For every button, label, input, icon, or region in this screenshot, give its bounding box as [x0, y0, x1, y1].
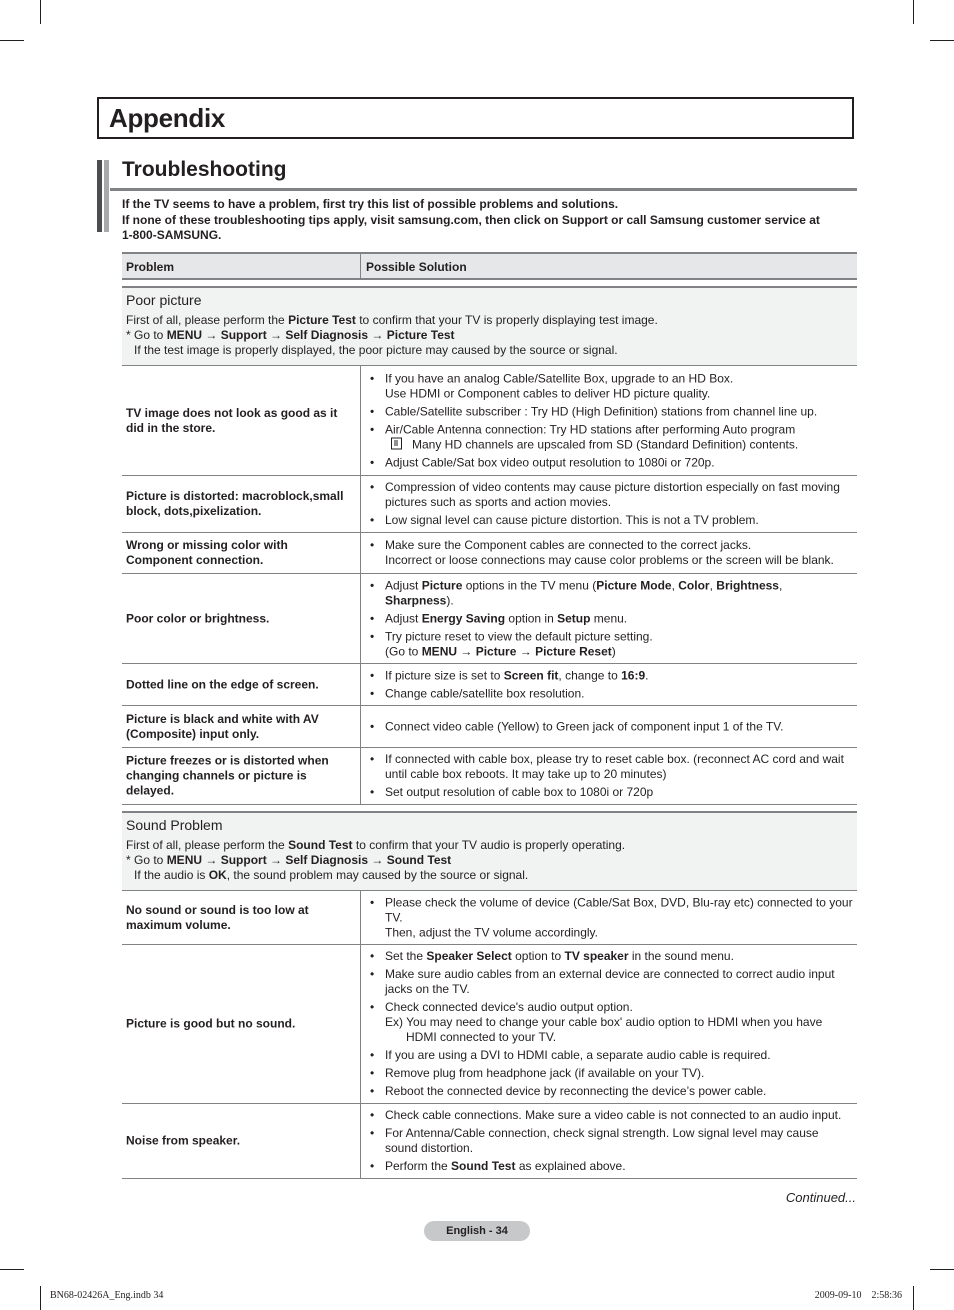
solution-bullet: • Set output resolution of cable box to 1080i or 720p	[374, 785, 854, 800]
column-header-problem: Problem	[126, 260, 175, 274]
note-line	[385, 437, 854, 452]
text: Perform the	[385, 1159, 452, 1173]
problem-cell: No sound or sound is too low at maximum volume.	[126, 902, 309, 932]
text: , change to	[558, 668, 622, 682]
crop-mark	[0, 1269, 24, 1270]
table-row	[122, 1104, 857, 1179]
section-intro	[122, 197, 852, 244]
text: Use HDMI or Component cables to deliver HD picture quality.	[385, 386, 711, 400]
crop-mark	[40, 1286, 41, 1310]
text: as explained above.	[515, 1159, 626, 1173]
section-rule	[110, 188, 857, 191]
text: Self Diagnosis	[285, 328, 369, 342]
solution-cell	[374, 668, 854, 701]
table-row	[122, 574, 857, 664]
problem-cell: Picture is good but no sound.	[126, 1016, 296, 1031]
solution-bullet: • Adjust Picture options in the TV menu (Picture Mode, Color, Brightness, Sharpness).	[374, 578, 854, 608]
crop-mark	[0, 40, 24, 41]
solution-bullet: • Change cable/satellite box resolution.	[374, 686, 854, 701]
text: Picture Reset	[535, 644, 612, 658]
print-file-label: BN68-02426A_Eng.indb 34	[50, 1290, 164, 1301]
category-line: * Go to MENU → Support → Self Diagnosis → Sound Test	[126, 853, 452, 867]
text: Incorrect or loose connections may cause color problems or the screen will be blank.	[385, 553, 834, 567]
column-divider	[360, 664, 361, 706]
text: HDMI connected to your TV.	[406, 1030, 557, 1044]
crop-mark	[913, 0, 914, 24]
solution-bullet: • Adjust Cable/Sat box video output resolution to 1080i or 720p.	[374, 455, 854, 470]
intro-line: If none of these troubleshooting tips apply, visit samsung.com, then click on Support or call Samsung customer service at	[122, 212, 820, 227]
solution-bullet: • Cable/Satellite subscriber : Try HD (High Definition) stations from channel line up.	[374, 404, 854, 419]
category-line: * Go to MENU → Support → Self Diagnosis → Picture Test	[126, 328, 455, 342]
crop-mark	[40, 0, 41, 24]
column-divider	[360, 945, 361, 1104]
solution-bullet	[374, 895, 854, 940]
text: Sound Test	[451, 1159, 516, 1173]
text: OK	[208, 868, 227, 882]
crop-mark	[930, 1269, 954, 1270]
category-title: Poor picture	[126, 292, 202, 308]
problem-cell: TV image does not look as good as it did in the store.	[126, 405, 338, 435]
appendix-header	[97, 97, 854, 139]
text: If picture size is set to	[385, 668, 504, 682]
table-row	[122, 891, 857, 945]
solution-cell	[374, 1108, 854, 1174]
column-divider	[360, 748, 361, 805]
solution-bullet: • Reboot the connected device by reconnecting the device’s power cable.	[374, 1084, 854, 1099]
column-divider	[360, 891, 361, 945]
column-divider	[360, 1104, 361, 1179]
text: Sound Test	[386, 853, 452, 867]
text: Picture	[475, 644, 517, 658]
solution-bullet	[374, 371, 854, 401]
solution-bullet	[374, 422, 854, 452]
solution-cell	[374, 949, 854, 1099]
column-divider	[360, 533, 361, 574]
text: Air/Cable Antenna connection: Try HD stations after performing Auto program	[385, 422, 796, 436]
table-row	[122, 476, 857, 533]
text: to confirm that your TV audio is properly operating.	[352, 838, 626, 852]
text: 16:9	[621, 668, 646, 682]
text: (Go to	[385, 644, 422, 658]
solution-bullet: • Remove plug from headphone jack (if available on your TV).	[374, 1066, 854, 1081]
text: Support	[220, 853, 267, 867]
text: TV speaker	[564, 949, 629, 963]
text: Screen fit	[503, 668, 559, 682]
problem-cell: Noise from speaker.	[126, 1133, 241, 1148]
text: Picture Test	[386, 328, 455, 342]
table-row	[122, 748, 857, 805]
category-title: Sound Problem	[126, 817, 223, 833]
solution-bullet	[374, 538, 854, 568]
solution-cell	[374, 538, 854, 568]
text: (Go to MENU → Picture → Picture Reset)	[385, 644, 616, 658]
category-poor-picture	[122, 286, 857, 366]
solution-bullet: • Make sure audio cables from an external device are connected to correct audio input jacks on the TV.	[374, 967, 854, 997]
column-divider	[360, 706, 361, 748]
text: MENU	[166, 853, 203, 867]
category-line	[126, 313, 853, 328]
section-marker	[97, 160, 102, 232]
text: Speaker Select	[426, 949, 512, 963]
category-line	[126, 838, 853, 853]
text: Sound Test	[288, 838, 353, 852]
text: Try picture reset to view the default picture setting.	[385, 629, 653, 643]
text: First of all, please perform the	[126, 838, 289, 852]
solution-bullet: • For Antenna/Cable connection, check signal strength. Low signal level may cause sound distortion.	[374, 1126, 854, 1156]
solution-bullet	[374, 611, 854, 626]
page-number: English - 34	[424, 1221, 530, 1241]
text: Support	[220, 328, 267, 342]
text: to confirm that your TV is properly displaying test image.	[355, 313, 658, 327]
text: Color	[678, 578, 710, 592]
solution-bullet	[374, 949, 854, 964]
solution-bullet	[374, 629, 854, 659]
problem-cell: Picture freezes or is distorted when changing channels or picture is delayed.	[126, 753, 329, 798]
problem-cell: Poor color or brightness.	[126, 611, 270, 625]
text: MENU	[166, 328, 203, 342]
text: option in	[505, 611, 558, 625]
text: Brightness	[716, 578, 779, 592]
table-row	[122, 706, 857, 748]
solution-cell	[374, 719, 854, 734]
solution-bullet: • Low signal level can cause picture distortion. This is not a TV problem.	[374, 513, 854, 528]
text: If you have an analog Cable/Satellite Box, upgrade to an HD Box.	[385, 371, 734, 385]
text: Picture Test	[288, 313, 356, 327]
text: Adjust	[385, 611, 422, 625]
text: MENU	[421, 644, 458, 658]
text: options in the TV menu (	[462, 578, 597, 592]
crop-mark	[913, 1286, 914, 1310]
text: If the audio is	[134, 868, 209, 882]
problem-cell: Wrong or missing color with Component connection.	[126, 538, 288, 567]
solution-cell	[374, 752, 854, 800]
problem-cell: Dotted line on the edge of screen.	[126, 677, 319, 691]
text: First of all, please perform the	[126, 313, 289, 327]
column-divider	[360, 476, 361, 533]
text: Setup	[557, 611, 591, 625]
solution-bullet: • Connect video cable (Yellow) to Green jack of component input 1 of the TV.	[374, 719, 854, 734]
solution-bullet: • Check cable connections. Make sure a video cable is not connected to an audio input.	[374, 1108, 854, 1123]
text: menu.	[590, 611, 628, 625]
category-line	[126, 868, 853, 883]
text: , the sound problem may caused by the source or signal.	[226, 868, 529, 882]
column-divider	[360, 366, 361, 476]
solution-cell	[374, 480, 854, 528]
table-row	[122, 366, 857, 476]
section-marker	[104, 160, 109, 232]
column-divider	[360, 574, 361, 664]
solution-cell	[374, 578, 854, 659]
table-row	[122, 533, 857, 574]
column-divider	[360, 254, 361, 278]
text: Ex) You may need to change your cable box' audio option to HDMI when you have	[385, 1015, 823, 1029]
solution-bullet: • If picture size is set to Screen fit, change to 16:9.	[374, 668, 854, 683]
crop-mark	[930, 40, 954, 41]
intro-line: 1-800-SAMSUNG.	[122, 228, 222, 242]
text: Picture	[421, 578, 463, 592]
category-sound-problem	[122, 811, 857, 891]
continued-note: Continued...	[785, 1190, 856, 1205]
section-title: Troubleshooting	[122, 158, 287, 181]
solution-cell	[374, 371, 854, 470]
text: * Go to	[126, 853, 167, 867]
solution-bullet	[374, 1159, 854, 1174]
text: * Go to	[126, 328, 167, 342]
category-line: If the test image is properly displayed, the poor picture may caused by the source or signal.	[134, 343, 618, 357]
text: Energy Saving	[421, 611, 506, 625]
text: Then, adjust the TV volume accordingly.	[385, 925, 598, 939]
problem-cell: Picture is distorted: macroblock,small block, dots,pixelization.	[126, 489, 344, 518]
text: Picture Mode	[596, 578, 672, 592]
table-row	[122, 664, 857, 706]
text: Sharpness	[385, 593, 447, 607]
page-title: Appendix	[109, 103, 226, 133]
text: Adjust	[385, 578, 422, 592]
problem-cell: Picture is black and white with AV (Composite) input only.	[126, 711, 319, 741]
solution-bullet: • Compression of video contents may cause picture distortion especially on fast moving pictures such as sports and action movies.	[374, 480, 854, 510]
print-timestamp: 2009-09-10 2:58:36	[814, 1290, 902, 1301]
solution-cell	[374, 895, 854, 940]
table-row	[122, 945, 857, 1104]
text: in the sound menu.	[628, 949, 734, 963]
text: Many HD channels are upscaled from SD (Standard Definition) contents.	[412, 437, 799, 451]
text: Set the	[385, 949, 427, 963]
text: Check connected device's audio output option.	[385, 1000, 633, 1014]
text: Please check the volume of device (Cable/Sat Box, DVD, Blu-ray etc) connected to your TV.	[385, 895, 853, 924]
solution-bullet: • If you are using a DVI to HDMI cable, a separate audio cable is required.	[374, 1048, 854, 1063]
text: Self Diagnosis	[285, 853, 369, 867]
text: Make sure the Component cables are connected to the correct jacks.	[385, 538, 752, 552]
solution-bullet	[374, 1000, 854, 1045]
intro-line: If the TV seems to have a problem, first try this list of possible problems and solutions.	[122, 197, 619, 211]
note-icon	[391, 437, 402, 449]
column-header-solution: Possible Solution	[366, 260, 467, 274]
solution-bullet: • If connected with cable box, please try to reset cable box. (reconnect AC cord and wait until cable box reboots. It may take up to 20 minutes)	[374, 752, 854, 782]
text: option to	[511, 949, 565, 963]
table-header	[122, 252, 857, 280]
